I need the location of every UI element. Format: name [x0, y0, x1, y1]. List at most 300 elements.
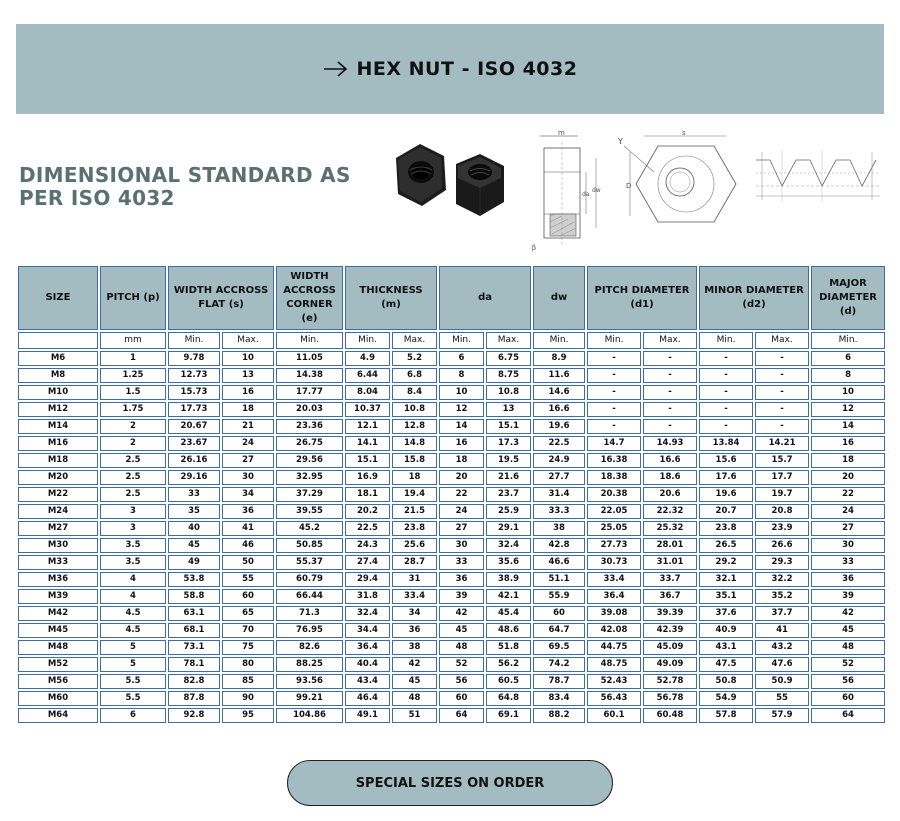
table-cell: 13: [222, 368, 274, 383]
unit-cell: [18, 332, 98, 349]
unit-cell: Max.: [755, 332, 809, 349]
table-cell: 1.25: [100, 368, 166, 383]
table-cell: 25.9: [486, 504, 531, 519]
table-cell: 14: [811, 419, 885, 434]
table-cell: 12: [439, 402, 484, 417]
table-cell: 52: [439, 657, 484, 672]
unit-cell: Max.: [392, 332, 437, 349]
table-cell: 27: [222, 453, 274, 468]
thread-profile-drawing: [752, 146, 884, 206]
table-cell: 28.7: [392, 555, 437, 570]
size-cell: M22: [18, 487, 98, 502]
table-cell: 31.8: [345, 589, 390, 604]
size-cell: M8: [18, 368, 98, 383]
units-row: [18, 332, 885, 349]
table-cell: 23.7: [486, 487, 531, 502]
table-row: [18, 504, 885, 519]
table-cell: 37.7: [755, 606, 809, 621]
header-major-diameter: MAJOR DIAMETER (d): [811, 266, 885, 330]
table-cell: 8.4: [392, 385, 437, 400]
table-cell: 64: [811, 708, 885, 723]
table-cell: 71.3: [276, 606, 343, 621]
table-cell: 14.8: [392, 436, 437, 451]
table-cell: 93.56: [276, 674, 343, 689]
unit-cell: Min.: [168, 332, 220, 349]
table-cell: 36: [439, 572, 484, 587]
table-cell: 68.1: [168, 623, 220, 638]
table-cell: 66.44: [276, 589, 343, 604]
table-row: [18, 657, 885, 672]
table-cell: 21: [222, 419, 274, 434]
table-cell: 18: [222, 402, 274, 417]
table-cell: 33: [439, 555, 484, 570]
table-cell: 2.5: [100, 470, 166, 485]
table-cell: 22.05: [587, 504, 641, 519]
table-cell: 18: [439, 453, 484, 468]
size-cell: M64: [18, 708, 98, 723]
table-cell: 40.9: [699, 623, 753, 638]
table-cell: 17.73: [168, 402, 220, 417]
size-cell: M20: [18, 470, 98, 485]
table-cell: 56.78: [643, 691, 697, 706]
table-cell: 42: [439, 606, 484, 621]
table-cell: -: [699, 419, 753, 434]
table-row: [18, 589, 885, 604]
table-cell: 48.6: [486, 623, 531, 638]
table-cell: 29.1: [486, 521, 531, 536]
table-cell: 15.1: [345, 453, 390, 468]
table-cell: 92.8: [168, 708, 220, 723]
table-cell: 20: [811, 470, 885, 485]
table-cell: 33.4: [587, 572, 641, 587]
table-cell: 5: [100, 657, 166, 672]
table-cell: 22.32: [643, 504, 697, 519]
table-cell: 76.95: [276, 623, 343, 638]
table-cell: 33.7: [643, 572, 697, 587]
table-row: [18, 470, 885, 485]
table-cell: 39: [811, 589, 885, 604]
table-cell: 16: [439, 436, 484, 451]
table-cell: -: [699, 402, 753, 417]
table-row: [18, 674, 885, 689]
table-cell: 8.9: [533, 351, 585, 366]
unit-cell: Min.: [533, 332, 585, 349]
standard-subtitle: DIMENSIONAL STANDARD AS PER ISO 4032: [19, 163, 351, 210]
table-cell: 10: [222, 351, 274, 366]
table-row: [18, 453, 885, 468]
table-cell: 17.3: [486, 436, 531, 451]
table-cell: 14.6: [533, 385, 585, 400]
unit-cell: Min.: [345, 332, 390, 349]
table-cell: 95: [222, 708, 274, 723]
table-cell: 8: [439, 368, 484, 383]
table-cell: 88.2: [533, 708, 585, 723]
table-cell: 8: [811, 368, 885, 383]
table-cell: 19.6: [533, 419, 585, 434]
table-cell: 73.1: [168, 640, 220, 655]
table-cell: -: [643, 385, 697, 400]
table-cell: 55.9: [533, 589, 585, 604]
table-cell: 18.1: [345, 487, 390, 502]
table-cell: 45.09: [643, 640, 697, 655]
table-cell: -: [643, 351, 697, 366]
size-cell: M27: [18, 521, 98, 536]
table-cell: 27.73: [587, 538, 641, 553]
table-cell: 16.6: [643, 453, 697, 468]
table-cell: 20.2: [345, 504, 390, 519]
table-cell: 32.2: [755, 572, 809, 587]
top-view-drawing: [618, 128, 746, 232]
table-cell: 18.6: [643, 470, 697, 485]
table-cell: 32.4: [345, 606, 390, 621]
table-cell: 57.8: [699, 708, 753, 723]
table-cell: 43.1: [699, 640, 753, 655]
table-cell: 36.4: [587, 589, 641, 604]
unit-cell: Max.: [222, 332, 274, 349]
table-cell: -: [755, 385, 809, 400]
table-cell: 46.6: [533, 555, 585, 570]
table-cell: 50.85: [276, 538, 343, 553]
table-cell: 39.55: [276, 504, 343, 519]
special-sizes-button[interactable]: SPECIAL SIZES ON ORDER: [287, 760, 613, 806]
table-cell: 48: [811, 640, 885, 655]
table-cell: 75: [222, 640, 274, 655]
table-row: [18, 521, 885, 536]
table-cell: 56.43: [587, 691, 641, 706]
table-cell: 78.1: [168, 657, 220, 672]
table-cell: 80: [222, 657, 274, 672]
table-row: [18, 708, 885, 723]
table-cell: 42: [392, 657, 437, 672]
table-cell: 51.8: [486, 640, 531, 655]
label-da: da: [582, 191, 590, 198]
table-cell: 20.6: [643, 487, 697, 502]
table-cell: 9.78: [168, 351, 220, 366]
table-cell: 46: [222, 538, 274, 553]
table-cell: 30: [811, 538, 885, 553]
table-cell: 14: [439, 419, 484, 434]
table-cell: 27.4: [345, 555, 390, 570]
table-cell: 35.2: [755, 589, 809, 604]
table-cell: -: [755, 351, 809, 366]
table-cell: 10: [439, 385, 484, 400]
table-cell: 55: [755, 691, 809, 706]
table-cell: 63.1: [168, 606, 220, 621]
table-cell: 3: [100, 521, 166, 536]
table-cell: 54.9: [699, 691, 753, 706]
header-pitch: PITCH (p): [100, 266, 166, 330]
table-cell: 17.6: [699, 470, 753, 485]
unit-cell: Min.: [587, 332, 641, 349]
table-cell: 24.9: [533, 453, 585, 468]
table-cell: 36: [811, 572, 885, 587]
header-pitch-diameter: PITCH DIAMETER (d1): [587, 266, 697, 330]
label-beta: β: [532, 244, 537, 252]
table-cell: 29.3: [755, 555, 809, 570]
table-cell: 15.8: [392, 453, 437, 468]
table-cell: 43.2: [755, 640, 809, 655]
table-cell: 46.4: [345, 691, 390, 706]
table-cell: 31: [392, 572, 437, 587]
table-cell: 60: [439, 691, 484, 706]
table-cell: 18.38: [587, 470, 641, 485]
table-cell: 48: [439, 640, 484, 655]
table-cell: -: [643, 368, 697, 383]
table-cell: 47.6: [755, 657, 809, 672]
table-cell: -: [699, 385, 753, 400]
size-cell: M39: [18, 589, 98, 604]
size-cell: M12: [18, 402, 98, 417]
unit-cell: Min.: [699, 332, 753, 349]
table-cell: 30: [439, 538, 484, 553]
table-cell: 14.21: [755, 436, 809, 451]
table-cell: 20.7: [699, 504, 753, 519]
table-cell: -: [643, 419, 697, 434]
unit-cell: mm: [100, 332, 166, 349]
table-cell: 1.75: [100, 402, 166, 417]
size-cell: M45: [18, 623, 98, 638]
table-cell: 14.1: [345, 436, 390, 451]
label-m: m: [558, 129, 565, 137]
table-cell: 36: [222, 504, 274, 519]
header-dw: dw: [533, 266, 585, 330]
table-cell: 20.67: [168, 419, 220, 434]
header-width-flat: WIDTH ACCROSS FLAT (s): [168, 266, 274, 330]
table-cell: -: [587, 385, 641, 400]
table-cell: 16.38: [587, 453, 641, 468]
unit-cell: Min.: [439, 332, 484, 349]
table-cell: 52.43: [587, 674, 641, 689]
table-cell: 5.2: [392, 351, 437, 366]
table-cell: 3: [100, 504, 166, 519]
table-cell: 55: [222, 572, 274, 587]
header-thickness: THICKNESS (m): [345, 266, 437, 330]
table-cell: 51.1: [533, 572, 585, 587]
table-cell: -: [755, 368, 809, 383]
table-row: [18, 487, 885, 502]
table-cell: 26.5: [699, 538, 753, 553]
table-cell: 12.8: [392, 419, 437, 434]
table-cell: 36.7: [643, 589, 697, 604]
table-cell: 21.5: [392, 504, 437, 519]
table-cell: 24: [222, 436, 274, 451]
table-cell: 11.6: [533, 368, 585, 383]
hex-nut-photo: [386, 138, 514, 224]
table-cell: 90: [222, 691, 274, 706]
size-cell: M14: [18, 419, 98, 434]
table-cell: 42.39: [643, 623, 697, 638]
table-row: [18, 538, 885, 553]
dimension-table: [16, 264, 887, 725]
table-row: [18, 436, 885, 451]
table-cell: 82.6: [276, 640, 343, 655]
table-cell: 64: [439, 708, 484, 723]
table-cell: 1.5: [100, 385, 166, 400]
table-cell: 2.5: [100, 487, 166, 502]
table-cell: 17.7: [755, 470, 809, 485]
table-cell: 49.1: [345, 708, 390, 723]
size-cell: M36: [18, 572, 98, 587]
size-cell: M16: [18, 436, 98, 451]
table-cell: 35: [168, 504, 220, 519]
table-cell: 20.38: [587, 487, 641, 502]
table-cell: 99.21: [276, 691, 343, 706]
table-cell: 22: [811, 487, 885, 502]
table-cell: 30.73: [587, 555, 641, 570]
table-cell: 50.8: [699, 674, 753, 689]
table-cell: 31.01: [643, 555, 697, 570]
table-cell: 33: [811, 555, 885, 570]
table-cell: 6: [100, 708, 166, 723]
table-cell: 16.9: [345, 470, 390, 485]
table-row: [18, 419, 885, 434]
table-cell: 36: [392, 623, 437, 638]
table-cell: 30: [222, 470, 274, 485]
size-cell: M30: [18, 538, 98, 553]
table-cell: 5: [100, 640, 166, 655]
table-cell: -: [587, 368, 641, 383]
table-cell: 25.6: [392, 538, 437, 553]
table-cell: 25.05: [587, 521, 641, 536]
table-cell: 60.1: [587, 708, 641, 723]
table-cell: 13.84: [699, 436, 753, 451]
table-cell: 24: [439, 504, 484, 519]
table-cell: 38: [533, 521, 585, 536]
table-cell: 14.7: [587, 436, 641, 451]
table-cell: 11.05: [276, 351, 343, 366]
table-cell: 5.5: [100, 674, 166, 689]
table-cell: 60: [533, 606, 585, 621]
table-cell: 18: [392, 470, 437, 485]
table-cell: 47.5: [699, 657, 753, 672]
table-cell: 8.75: [486, 368, 531, 383]
table-cell: 37.29: [276, 487, 343, 502]
table-cell: 38.9: [486, 572, 531, 587]
header-da: da: [439, 266, 531, 330]
table-cell: 2: [100, 436, 166, 451]
table-cell: 39.08: [587, 606, 641, 621]
table-cell: 3.5: [100, 555, 166, 570]
table-cell: 49.09: [643, 657, 697, 672]
table-cell: 65: [222, 606, 274, 621]
table-cell: -: [699, 351, 753, 366]
page-title: HEX NUT - ISO 4032: [356, 58, 578, 80]
table-cell: 6.75: [486, 351, 531, 366]
table-cell: 42.8: [533, 538, 585, 553]
table-cell: 8.04: [345, 385, 390, 400]
table-cell: 6.8: [392, 368, 437, 383]
table-cell: 50: [222, 555, 274, 570]
size-cell: M33: [18, 555, 98, 570]
table-cell: 10.8: [486, 385, 531, 400]
table-cell: 23.8: [699, 521, 753, 536]
table-cell: 49: [168, 555, 220, 570]
table-cell: 104.86: [276, 708, 343, 723]
label-d: D: [626, 182, 632, 190]
table-cell: 10.37: [345, 402, 390, 417]
table-cell: 36.4: [345, 640, 390, 655]
table-cell: 34: [222, 487, 274, 502]
table-cell: 83.4: [533, 691, 585, 706]
table-cell: 74.2: [533, 657, 585, 672]
table-cell: 1: [100, 351, 166, 366]
table-cell: 38: [392, 640, 437, 655]
table-cell: 32.4: [486, 538, 531, 553]
table-cell: 82.8: [168, 674, 220, 689]
table-cell: 60: [811, 691, 885, 706]
table-cell: 12.1: [345, 419, 390, 434]
label-s: s: [682, 129, 686, 137]
table-cell: 34: [392, 606, 437, 621]
table-cell: 35.6: [486, 555, 531, 570]
unit-cell: Max.: [486, 332, 531, 349]
table-cell: 15.73: [168, 385, 220, 400]
table-cell: 42.1: [486, 589, 531, 604]
table-cell: 19.6: [699, 487, 753, 502]
table-cell: 12: [811, 402, 885, 417]
table-cell: 45.4: [486, 606, 531, 621]
table-cell: 57.9: [755, 708, 809, 723]
label-dw: dw: [592, 187, 601, 194]
table-cell: 15.7: [755, 453, 809, 468]
table-row: [18, 606, 885, 621]
table-cell: 6: [439, 351, 484, 366]
size-cell: M6: [18, 351, 98, 366]
table-row: [18, 572, 885, 587]
table-cell: 26.6: [755, 538, 809, 553]
table-row: [18, 368, 885, 383]
table-cell: 33: [168, 487, 220, 502]
table-cell: 19.4: [392, 487, 437, 502]
table-cell: 15.6: [699, 453, 753, 468]
table-cell: 13: [486, 402, 531, 417]
table-cell: 27: [811, 521, 885, 536]
table-cell: 44.75: [587, 640, 641, 655]
table-cell: 69.5: [533, 640, 585, 655]
table-cell: 56.2: [486, 657, 531, 672]
table-cell: 16: [811, 436, 885, 451]
table-row: [18, 385, 885, 400]
table-cell: 45: [168, 538, 220, 553]
table-cell: 4.9: [345, 351, 390, 366]
table-cell: 24.3: [345, 538, 390, 553]
table-cell: 50.9: [755, 674, 809, 689]
table-cell: 64.7: [533, 623, 585, 638]
table-cell: 12.73: [168, 368, 220, 383]
table-cell: 58.8: [168, 589, 220, 604]
table-row: [18, 640, 885, 655]
table-cell: 19.5: [486, 453, 531, 468]
table-cell: 20.8: [755, 504, 809, 519]
table-cell: 29.56: [276, 453, 343, 468]
unit-cell: Min.: [276, 332, 343, 349]
table-cell: 52: [811, 657, 885, 672]
table-cell: 29.16: [168, 470, 220, 485]
table-cell: 39: [439, 589, 484, 604]
table-cell: 18: [811, 453, 885, 468]
table-cell: 14.93: [643, 436, 697, 451]
table-cell: 28.01: [643, 538, 697, 553]
table-cell: 33.4: [392, 589, 437, 604]
header-width-corner: WIDTH ACCROSS CORNER (e): [276, 266, 343, 330]
table-cell: -: [643, 402, 697, 417]
table-cell: 41: [222, 521, 274, 536]
table-cell: 26.16: [168, 453, 220, 468]
table-cell: 78.7: [533, 674, 585, 689]
table-cell: 21.6: [486, 470, 531, 485]
size-cell: M10: [18, 385, 98, 400]
header-size: SIZE: [18, 266, 98, 330]
